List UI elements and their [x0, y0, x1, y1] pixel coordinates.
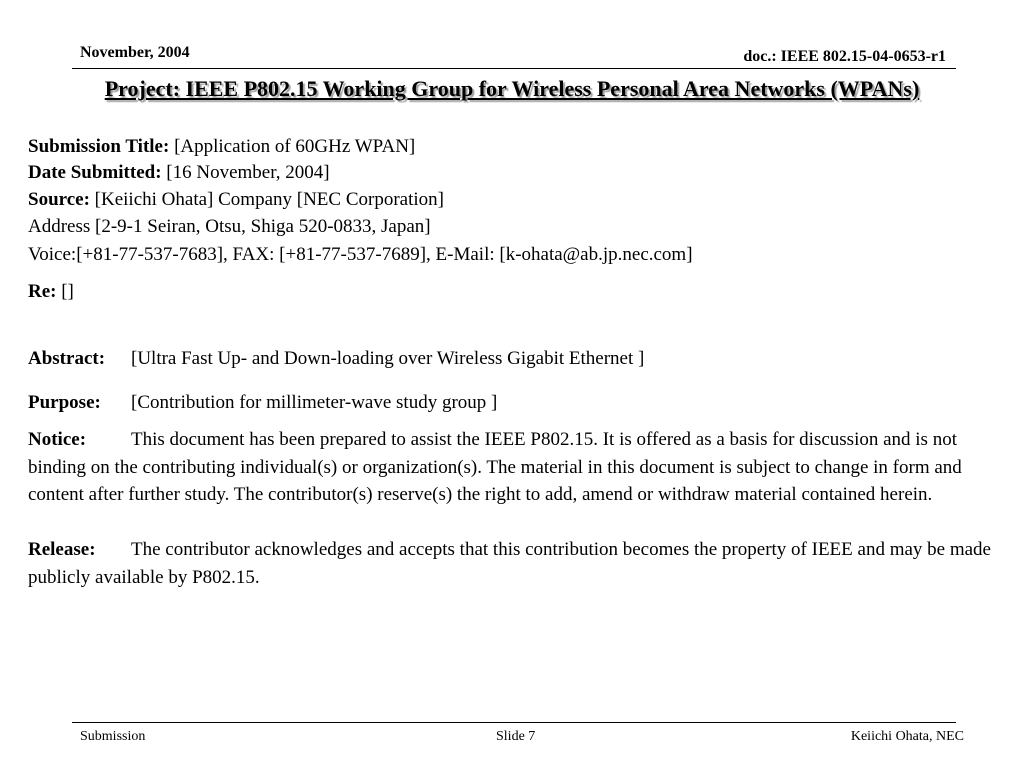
notice-paragraph [28, 426, 1018, 509]
date-submitted-label: Date Submitted: [28, 162, 162, 183]
header-date: November, 2004 [80, 44, 190, 61]
release-paragraph [28, 536, 1018, 591]
contact-line: Voice:[+81-77-537-7683], FAX: [+81-77-537-7689], E-Mail: [k-ohata@ab.jp.nec.com] [28, 244, 693, 265]
source-value: [Keiichi Ohata] Company [NEC Corporation] [89, 189, 444, 210]
purpose-label: Purpose: [28, 392, 101, 413]
source-label: Source: [28, 189, 90, 210]
footer-divider [72, 722, 956, 723]
header-doc-id: doc.: IEEE 802.15-04-0653-r1 [743, 48, 946, 65]
notice-text: This document has been prepared to assist the IEEE P802.15. It is offered as a basis for discussion and is not binding on the contributing individual(s) or organization(s). The material in this document is subject to change in form and content after further study. The contributor(s) reserve(s) the right to add, amend or withdraw material contained herein. [28, 429, 962, 505]
date-submitted-value: [16 November, 2004] [161, 162, 330, 183]
re-label: Re: [28, 281, 57, 302]
footer-submission: Submission [80, 729, 146, 744]
header-divider [72, 68, 956, 69]
submission-title-value: [Application of 60GHz WPAN] [169, 136, 416, 157]
release-text: The contributor acknowledges and accepts that this contribution becomes the property of IEEE and may be made publicly available by P802.15. [28, 539, 991, 588]
purpose-value: [Contribution for millimeter-wave study group ] [131, 392, 498, 413]
release-label: Release: [28, 539, 96, 560]
address-line: Address [2-9-1 Seiran, Otsu, Shiga 520-0833, Japan] [28, 216, 431, 237]
footer-author: Keiichi Ohata, NEC [850, 729, 964, 744]
submission-title-label: Submission Title: [28, 136, 170, 157]
date-submitted-line [28, 160, 1018, 186]
notice-label: Notice: [28, 429, 87, 450]
purpose-row [28, 390, 497, 416]
re-line [28, 279, 1018, 305]
abstract-row [28, 346, 644, 372]
abstract-label: Abstract: [28, 348, 106, 369]
footer-slide-number: Slide 7 [496, 729, 536, 744]
abstract-value: [Ultra Fast Up- and Down-loading over Wireless Gigabit Ethernet ] [131, 348, 645, 369]
project-title: Project: IEEE P802.15 Working Group for Wireless Personal Area Networks (WPANs) [104, 76, 920, 101]
re-value: [] [56, 281, 74, 302]
source-line [28, 187, 1018, 213]
submission-title-line [28, 134, 1018, 160]
